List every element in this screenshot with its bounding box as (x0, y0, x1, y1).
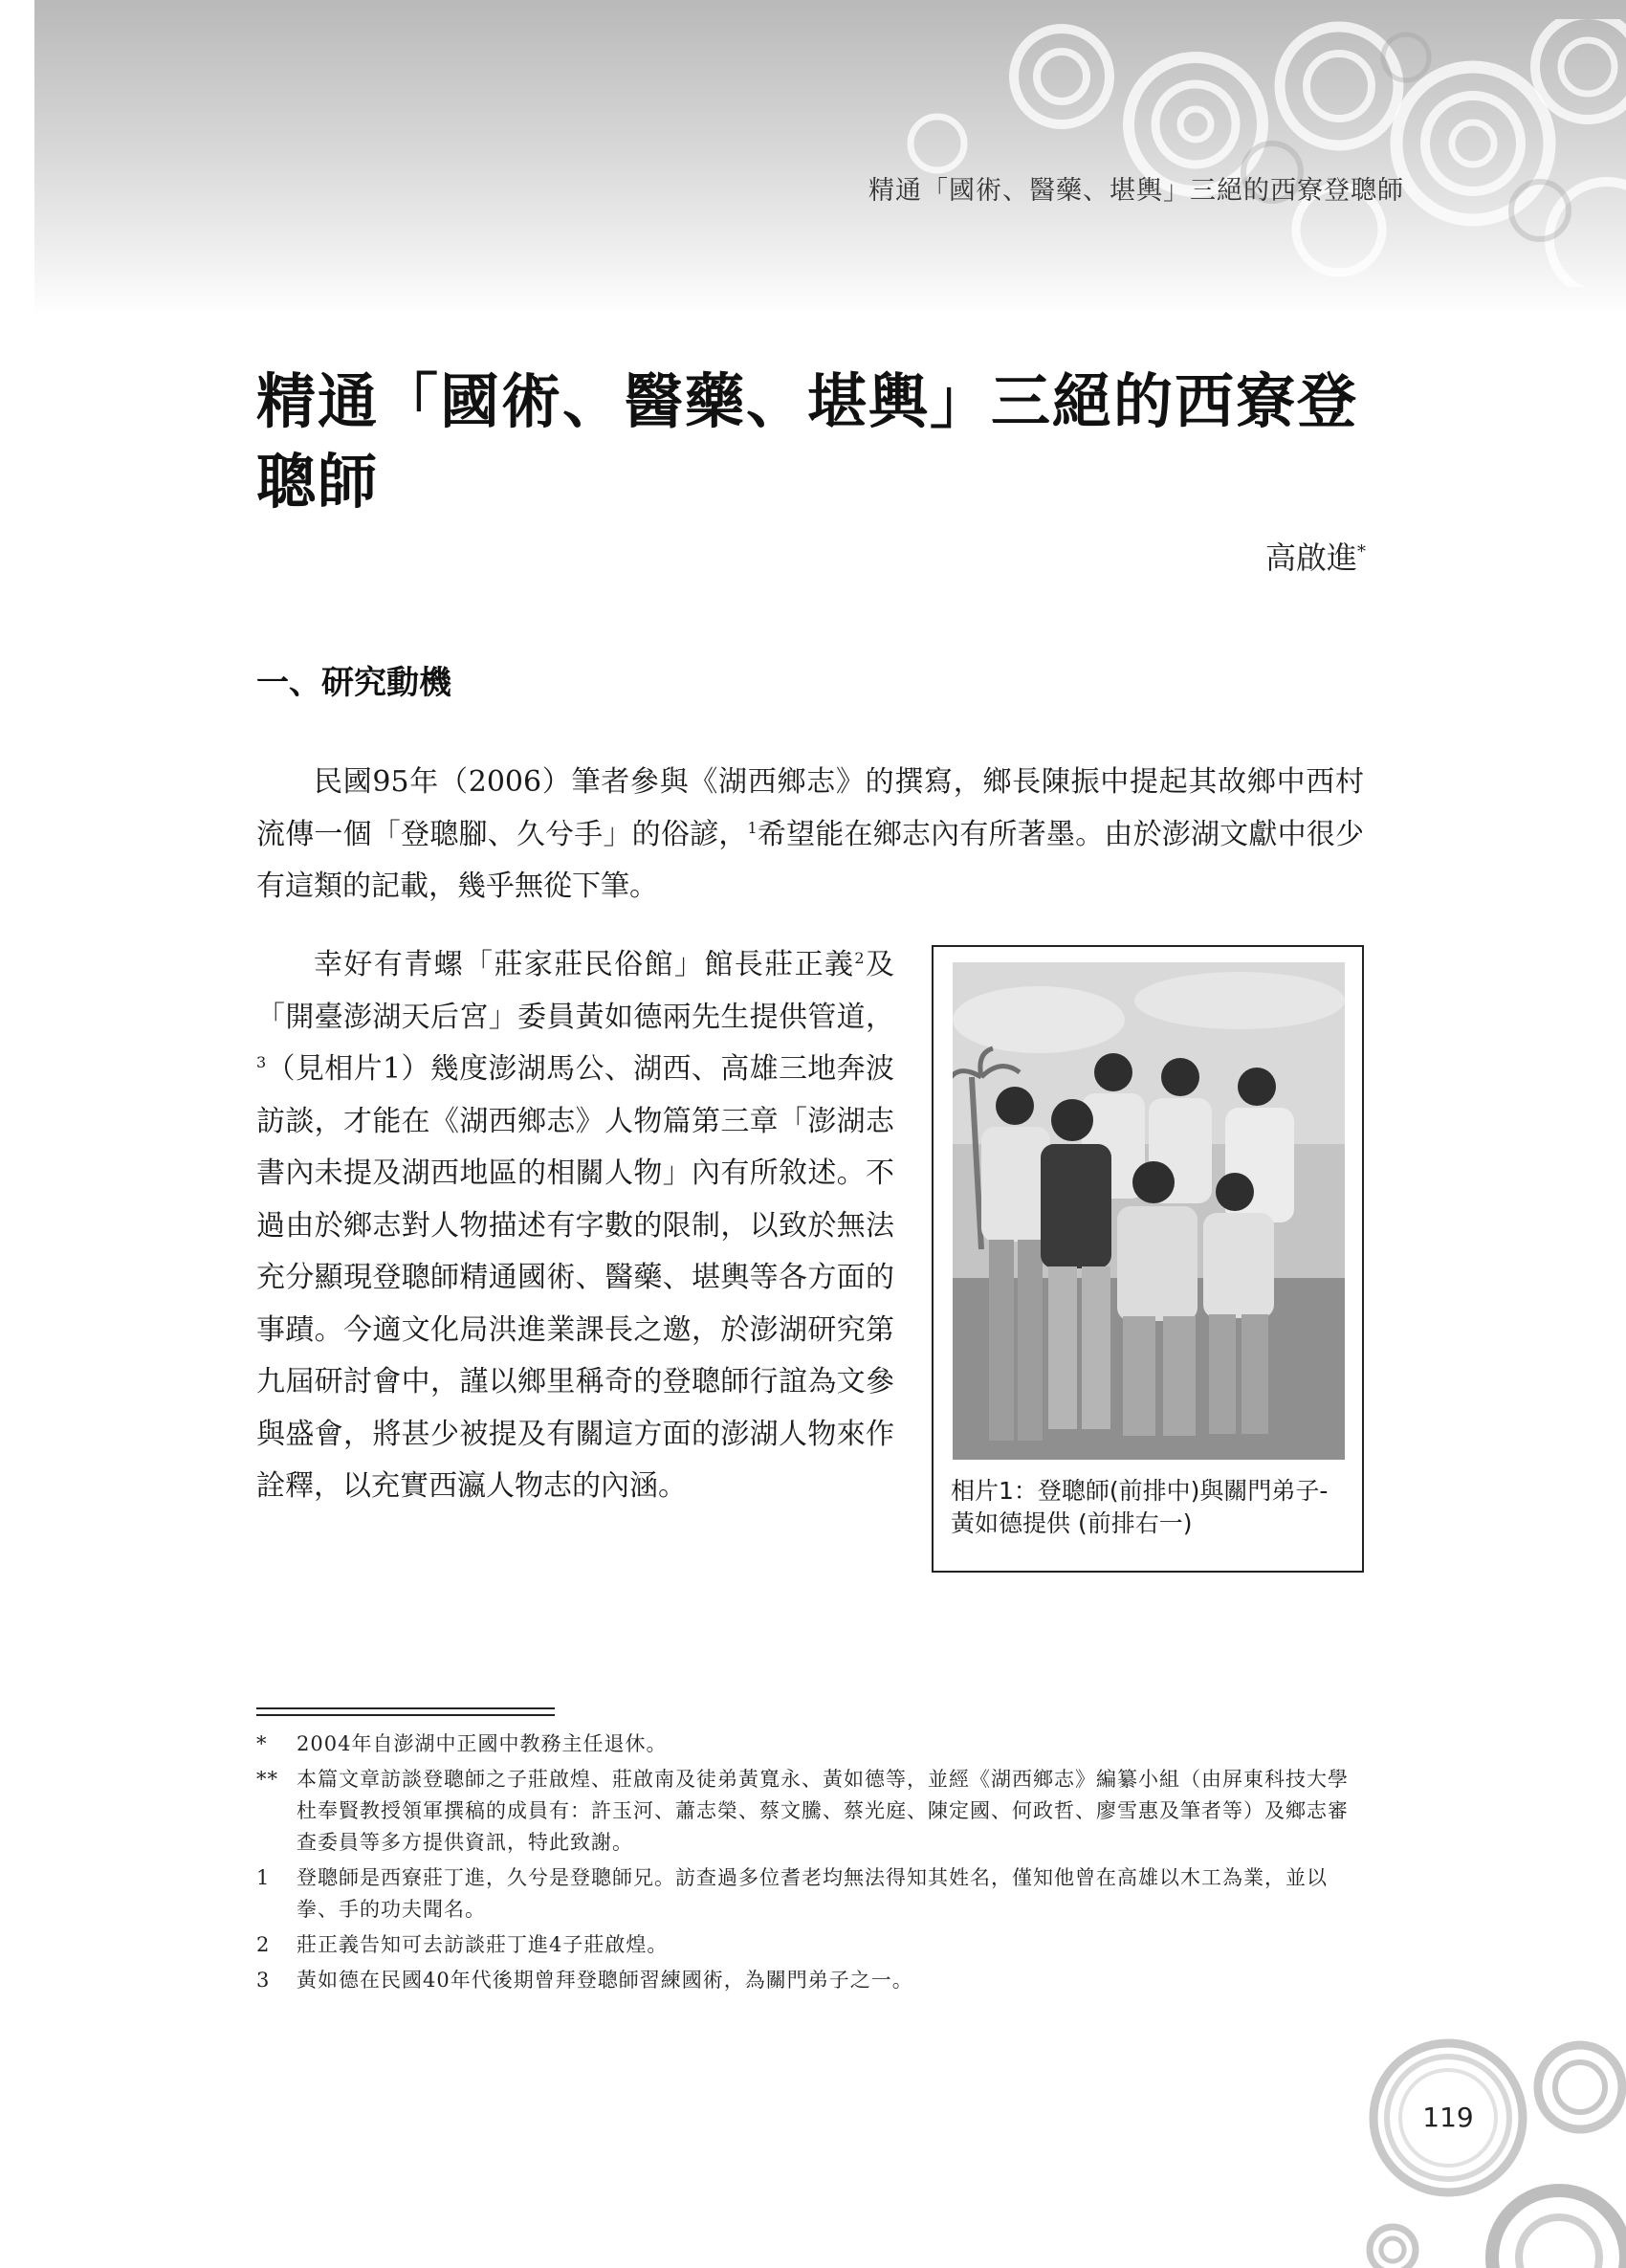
p1-text-a: 民國95年（2006）筆者參與《湖西鄉志》的撰寫，鄉長陳振中提起其故鄉中西村流傳一個「登聰腳、久兮手」的俗諺， (256, 765, 1364, 851)
footnote-item (256, 1862, 1366, 1926)
footnote-item (256, 1764, 1366, 1859)
footnote-text: 本篇文章訪談登聰師之子莊啟煌、莊啟南及徒弟黃寬永、黃如德等，並經《湖西鄉志》編纂小組（由屏東科技大學杜奉賢教授領軍撰稿的成員有：許玉河、蕭志榮、蔡文騰、蔡光庭、陳定國、何政哲、廖雪惠及筆者等）及鄉志審查委員等多方提供資訊，特此致謝。 (297, 1768, 1349, 1854)
p1-text-b: 希望能在鄉志內有所著墨。由於澎湖文獻中很少有這類的記載，幾乎無從下筆。 (256, 817, 1365, 903)
title-line-1: 精通「國術、醫藥、堪輿」三絕的西寮登 (256, 366, 1359, 436)
footnote-text: 登聰師是西寮莊丁進，久兮是登聰師兄。訪查過多位耆老均無法得知其姓名，僅知他曾在高雄以木工為業，並以拳、手的功夫聞名。 (297, 1866, 1328, 1921)
footnote-text: 2004年自澎湖中正國中教務主任退休。 (297, 1732, 668, 1755)
footnote-mark: 3 (256, 1969, 271, 1992)
decorative-circles (746, 19, 1626, 287)
footnote-divider (256, 1707, 555, 1709)
footnote-item (256, 1729, 1366, 1760)
footnote-mark: 1 (256, 1866, 271, 1889)
decorative-footer-circles (1358, 2037, 1626, 2268)
section-heading: 一、研究動機 (256, 664, 451, 702)
caption-line-2: 黃如德提供 (前排右一) (951, 1509, 1193, 1537)
footnote-item (256, 1965, 1366, 1996)
caption-line-1: 相片1：登聰師(前排中)與關門弟子- (951, 1477, 1329, 1505)
author (1265, 534, 1366, 578)
running-head: 精通「國術、醫藥、堪輿」三絕的西寮登聰師 (868, 176, 1404, 206)
footnote-mark: ** (256, 1768, 278, 1791)
group-photo-illustration (953, 962, 1345, 1460)
photo-caption (951, 1475, 1352, 1540)
paragraph-1 (256, 757, 1364, 914)
paragraph-2 (256, 939, 894, 1513)
author-mark: * (1357, 541, 1366, 562)
p2-text-c: （見相片1）幾度澎湖馬公、湖西、高雄三地奔波訪談，才能在《湖西鄉志》人物篇第三章「澎湖志書內未提及湖西地區的相關人物」內有所敘述。不過由於鄉志對人物描述有字數的限制，以致於無法充分顯現登聰師精通國術、醫藥、堪輿等各方面的事蹟。今適文化局洪進業課長之邀，於澎湖研究第九屆研討會中，謹以鄉里稱奇的登聰師行誼為文參與盛會，將甚少被提及有關這方面的澎湖人物來作詮釋，以充實西瀛人物志的內涵。 (256, 1052, 894, 1503)
author-name: 高啟進 (1264, 539, 1357, 576)
footnote-divider-second (256, 1714, 555, 1716)
p2-text-a: 幸好有青螺「莊家莊民俗館」館長莊正義 (314, 948, 855, 981)
footnote-ref-2: 2 (854, 949, 865, 967)
footnote-item (256, 1929, 1366, 1961)
footnote-mark: * (256, 1732, 268, 1755)
group-photo (953, 962, 1345, 1460)
footnote-ref-1: 1 (747, 818, 758, 837)
p2-text-b: 及「開臺澎湖天后宮」委員黃如德兩先生提供管道， (256, 948, 895, 1034)
photo-figure (932, 945, 1364, 1573)
title-line-2: 聰師 (256, 447, 380, 517)
footnote-mark: 2 (256, 1933, 271, 1956)
page-number: 119 (1422, 2102, 1474, 2133)
footnote-ref-3: 3 (256, 1053, 267, 1071)
footnote-text: 莊正義告知可去訪談莊丁進4子莊啟煌。 (297, 1933, 669, 1956)
footnotes (256, 1729, 1366, 2000)
footnote-text: 黃如德在民國40年代後期曾拜登聰師習練國術，為關門弟子之一。 (297, 1969, 913, 1992)
article-title (256, 362, 1375, 522)
